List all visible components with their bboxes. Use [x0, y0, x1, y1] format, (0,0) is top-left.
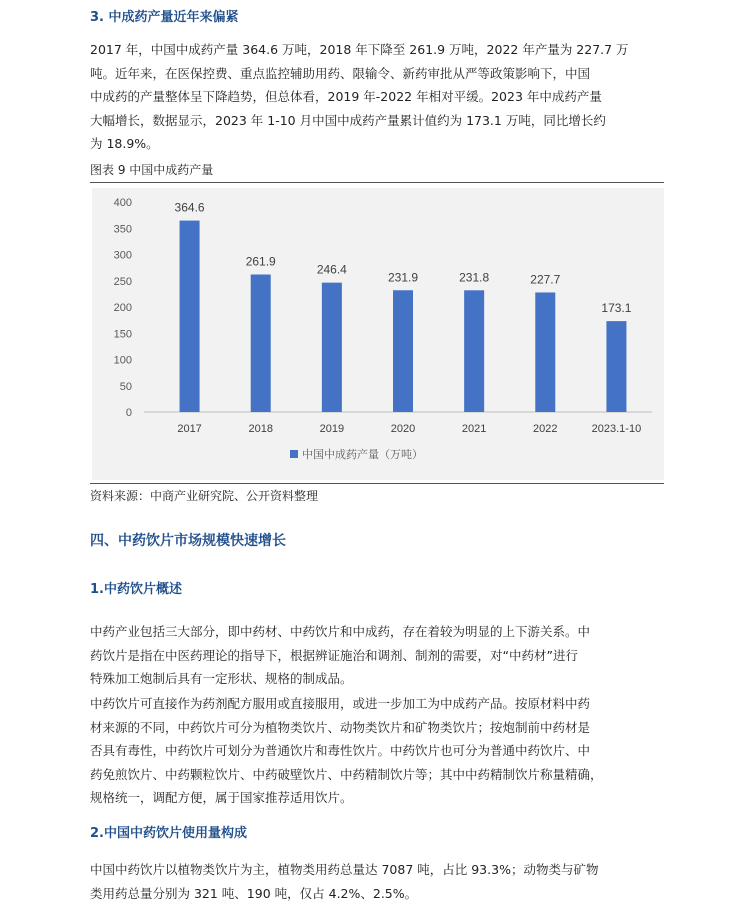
- subsection-heading-composition: 2.中国中药饮片使用量构成: [90, 826, 247, 841]
- bar: [251, 275, 271, 412]
- figure-source: 资料来源：中商产业研究院、公开资料整理: [90, 489, 319, 503]
- text-line: 吨。近年来，在医保控费、重点监控辅助用药、限输令、新药审批从严等政策影响下，中国: [90, 65, 591, 81]
- x-tick-label: 2021: [461, 423, 487, 435]
- data-label: 261.9: [245, 254, 276, 269]
- y-tick-label: 350: [113, 223, 132, 236]
- y-tick-label: 400: [113, 197, 132, 209]
- text-line: 大幅增长，数据显示，2023 年 1-10 月中国中成药产量累计值约为 173.1 万吨，同比增长约: [90, 112, 606, 128]
- text-line: 特殊加工炮制后具有一定形状、规格的制成品。: [90, 671, 353, 686]
- bar: [180, 221, 200, 412]
- text-line: 类用药总量分别为 321 吨、190 吨，仅占 4.2%、2.5%。: [90, 885, 418, 901]
- bar: [535, 292, 555, 412]
- bar: [393, 290, 413, 412]
- figure-bottom-rule: [90, 483, 664, 484]
- text-line: 材来源的不同，中药饮片可分为植物类饮片、动物类饮片和矿物类饮片；按炮制前中药材是: [90, 719, 591, 735]
- text-line: 中药饮片可直接作为药剂配方服用或直接服用，或进一步加工为中成药产品。按原材料中药: [90, 696, 591, 711]
- text-line: 中药产业包括三大部分，即中药材、中药饮片和中成药，存在着较为明显的上下游关系。中: [90, 624, 591, 639]
- text-line: 为 18.9%。: [90, 136, 159, 151]
- data-label: 364.6: [174, 200, 205, 215]
- x-tick-label: 2020: [390, 423, 416, 435]
- x-tick-label: 2019: [319, 423, 345, 435]
- bar: [464, 290, 484, 412]
- text-line: 否具有毒性，中药饮片可划分为普通饮片和毒性饮片。中药饮片也可分为普通中药饮片、中: [90, 743, 591, 758]
- text-line: 中国中药饮片以植物类饮片为主，植物类用药总量达 7087 吨，占比 93.3%；动物类与矿物: [90, 862, 599, 877]
- y-tick-label: 100: [113, 354, 132, 367]
- y-tick-label: 250: [113, 275, 132, 288]
- text-line: 中成药的产量整体呈下降趋势，但总体看，2019 年-2022 年相对平缓。2023 年中成药产量: [90, 89, 602, 104]
- text-line: 2017 年，中国中成药产量 364.6 万吨，2018 年下降至 261.9 万吨，2022 年产量为 227.7 万: [90, 42, 629, 57]
- bar: [606, 321, 626, 412]
- x-tick-label: 2018: [248, 423, 273, 435]
- y-tick-label: 50: [119, 380, 132, 393]
- data-label: 227.7: [530, 272, 561, 287]
- legend-label: 中国中成药产量（万吨）: [302, 449, 423, 461]
- bar: [322, 283, 342, 412]
- section-heading-3: 3. 中成药产量近年来偏紧: [90, 10, 239, 25]
- x-tick-label: 2023.1-10: [591, 423, 642, 435]
- text-line: 药饮片是指在中医药理论的指导下，根据辨证施治和调剂、制剂的需要，对“中药材”进行: [90, 647, 578, 663]
- text-line: 药免煎饮片、中药颗粒饮片、中药破壁饮片、中药精制饮片等；其中中药精制饮片称量精确，: [90, 766, 603, 782]
- bar-chart: [92, 188, 664, 480]
- x-tick-label: 2017: [177, 423, 202, 435]
- y-tick-label: 0: [125, 407, 132, 419]
- data-label: 246.4: [316, 262, 347, 277]
- text-line: 规格统一，调配方便，属于国家推荐适用饮片。: [90, 790, 353, 805]
- data-label: 231.8: [459, 270, 490, 285]
- data-label: 231.9: [387, 270, 419, 285]
- y-tick-label: 200: [113, 302, 132, 314]
- paragraph-composition: [90, 858, 670, 905]
- y-tick-label: 150: [113, 328, 132, 341]
- chart-area: [92, 188, 664, 480]
- figure-top-rule: [90, 182, 664, 183]
- figure-caption: 图表 9 中国中成药产量: [90, 163, 214, 177]
- paragraph-overview-1: [90, 620, 670, 691]
- x-tick-label: 2022: [533, 423, 558, 435]
- legend-swatch: [290, 450, 298, 458]
- section-heading-4: 四、中药饮片市场规模快速增长: [90, 533, 286, 549]
- data-label: 173.1: [601, 301, 632, 316]
- paragraph-production: [90, 38, 670, 156]
- y-tick-label: 300: [113, 249, 132, 262]
- subsection-heading-overview: 1.中药饮片概述: [90, 582, 182, 597]
- paragraph-overview-2: [90, 692, 670, 810]
